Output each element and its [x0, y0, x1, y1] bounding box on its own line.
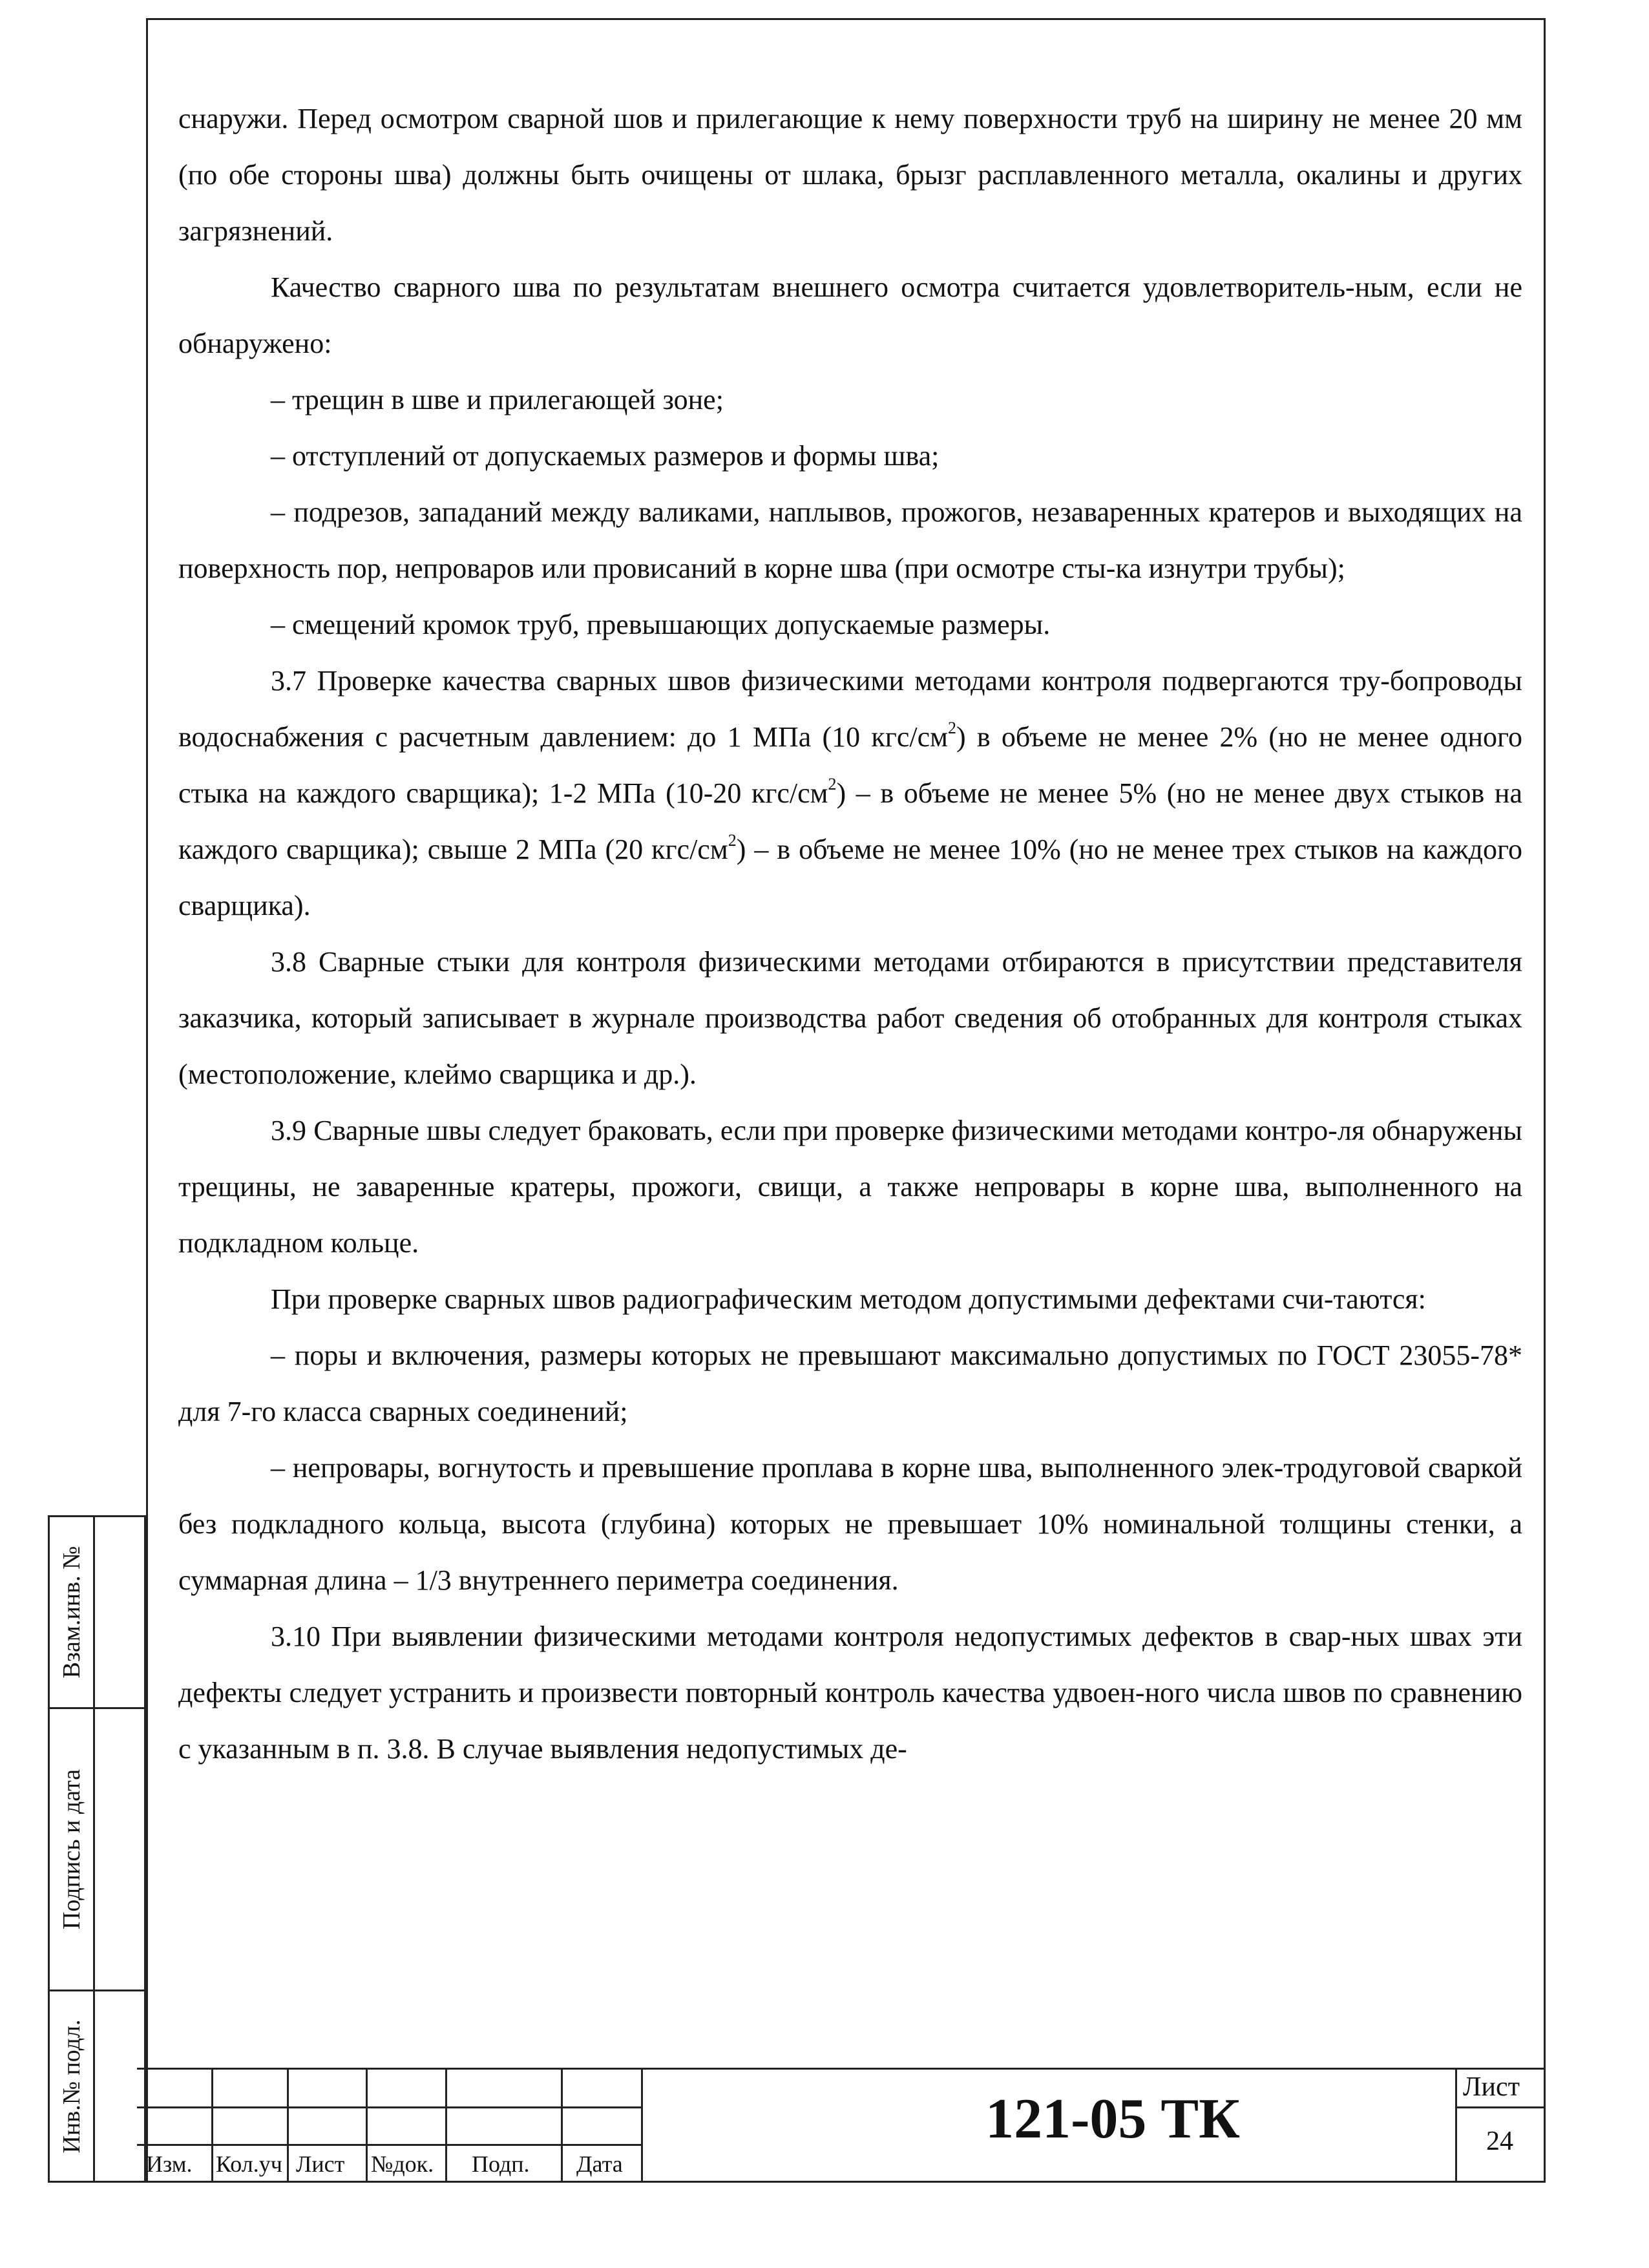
stamp-label: Подпись и дата [58, 1769, 85, 1930]
sheet-label: Лист [1463, 2072, 1520, 2102]
col-podp: Подп. [472, 2151, 530, 2177]
paragraph: При проверке сварных швов радиографическим методом допустимыми дефектами счи-таются: [271, 1283, 1426, 1315]
col-ndok: №док. [371, 2151, 434, 2177]
col-izm: Изм. [146, 2151, 193, 2177]
list-item: – отступлений от допускаемых размеров и формы шва; [271, 440, 940, 472]
stamp-replace-inv [48, 1515, 146, 1709]
list-item: – непровары, вогнутость и превышение проплава в корне шва, выполненного элек-тродуговой сваркой без подкладного кольца, высота (глубина) которых не превышает 10% номинальной толщины стенки, а суммарная длина – 1/3 внутреннего периметра соединения. [178, 1452, 1522, 1596]
paragraph-3-10: 3.10 При выявлении физическими методами контроля недопустимых дефектов в свар-ных швах эти дефекты следует устранить и произвести повторный контроль качества удвоен-ного числа швов по сравнению с указанным в п. 3.8. В случае выявления недопустимых де- [178, 1621, 1522, 1765]
col-list: Лист [296, 2151, 345, 2177]
list-item: – поры и включения, размеры которых не превышают максимально допустимых по ГОСТ 23055-78* для 7-го класса сварных соединений; [178, 1339, 1522, 1427]
col-data: Дата [576, 2151, 623, 2177]
paragraph: Качество сварного шва по результатам внешнего осмотра считается удовлетворитель-ным, если не обнаружено: [178, 271, 1522, 359]
list-item: – трещин в шве и прилегающей зоне; [271, 384, 724, 415]
col-kol-uch: Кол.уч [216, 2151, 282, 2177]
list-item: – подрезов, западаний между валиками, наплывов, прожогов, незаваренных кратеров и выходящих на поверхность пор, непроваров или провисаний в корне шва (при осмотре сты-ка изнутри трубы); [178, 496, 1522, 584]
paragraph-3-8: 3.8 Сварные стыки для контроля физическими методами отбираются в присутствии представителя заказчика, который записывает в журнале производства работ сведения об отобранных для контроля стыках (местоположение, клеймо сварщика и др.). [178, 946, 1522, 1090]
title-block [137, 2068, 1546, 2183]
stamp-inv-orig [48, 1990, 146, 2183]
stamp-sign-date [48, 1707, 146, 1991]
paragraph-3-9: 3.9 Сварные швы следует браковать, если при проверке физическими методами контро-ля обнаружены трещины, не заваренные кратеры, прожоги, свищи, а также непровары в корне шва, выполненного на подкладном кольце. [178, 1115, 1522, 1259]
body-text [178, 90, 1522, 1777]
paragraph-3-7: 3.7 Проверке качества сварных швов физическими методами контроля подвергаются тру-бопроводы водоснабжения с расчетным давлением: до 1 МПа (10 кгс/$см^2$) в объеме не менее 2% (но не менее одного стыка на каждого сварщика); 1-2 МПа (10-20 кгс/$см^2$) – в объеме не менее 5% (но не менее двух стыков на каждого сварщика); свыше 2 МПа (20 кгс/$см^2$) – в объеме не менее 10% (но не менее трех стыков на каждого сварщика). [178, 665, 1523, 921]
stamp-label: Инв.№ подл. [58, 2019, 85, 2154]
paragraph: снаружи. Перед осмотром сварной шов и прилегающие к нему поверхности труб на ширину не менее 20 мм (по обе стороны шва) должны быть очищены от шлака, брызг расплавленного металла, окалины и других загрязнений. [178, 103, 1522, 247]
list-item: – смещений кромок труб, превышающих допускаемые размеры. [271, 609, 1051, 640]
document-number: 121-05 ТК [985, 2088, 1240, 2150]
stamp-label: Взам.инв. № [58, 1546, 85, 1679]
sheet-number: 24 [1486, 2126, 1513, 2156]
